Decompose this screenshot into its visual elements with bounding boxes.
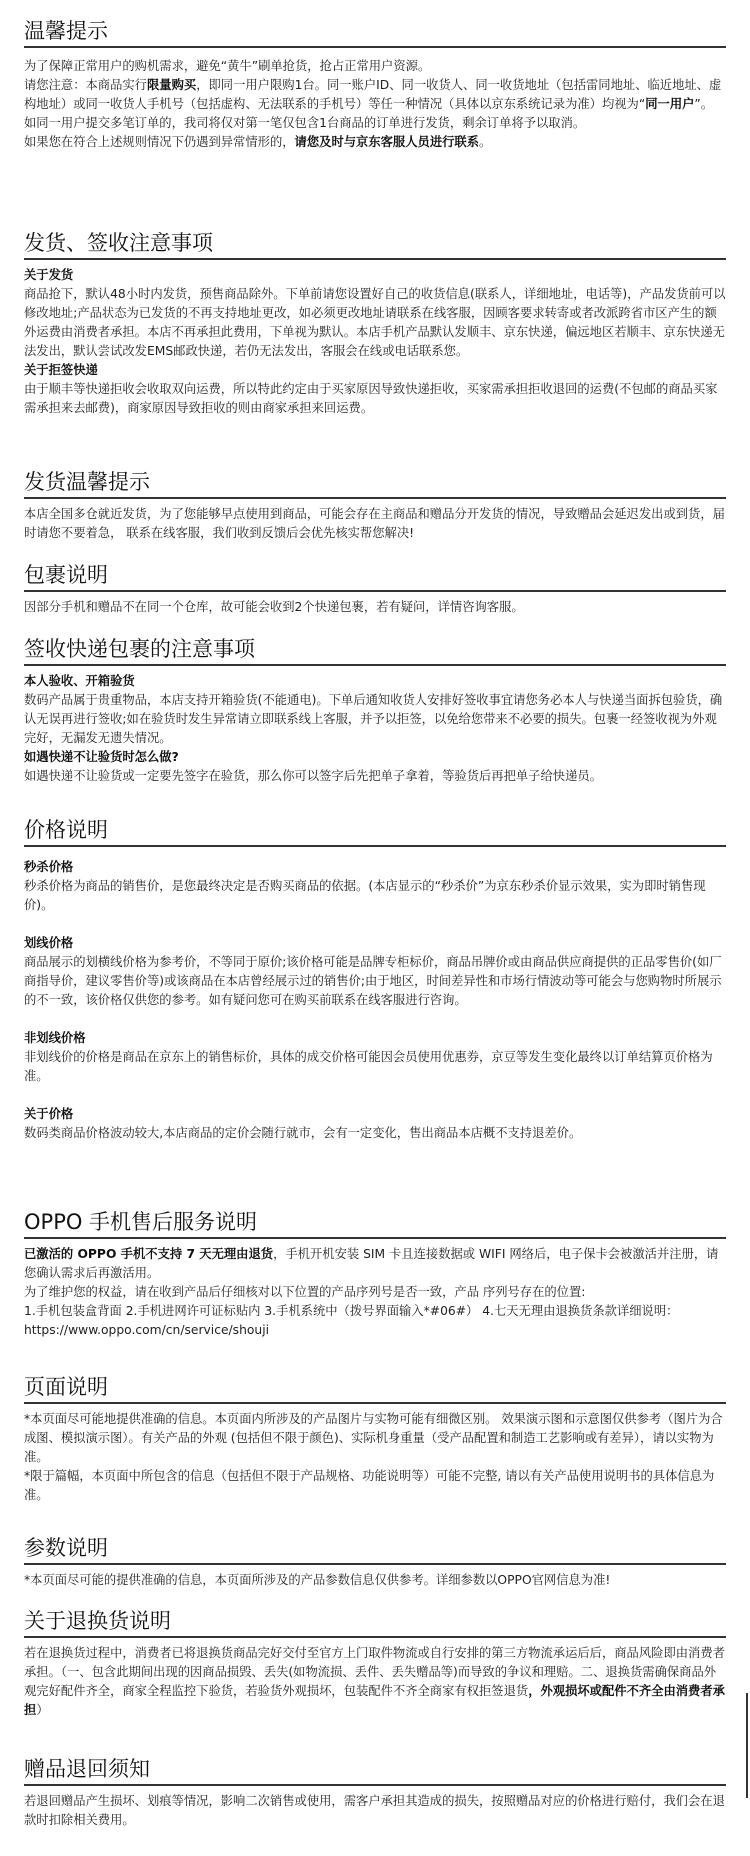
about-price-text: 数码类商品价格波动较大,本店商品的定价会随行就市，会有一定变化，售出商品本店概不支持退差价。	[24, 1126, 582, 1140]
section-divider	[24, 497, 726, 499]
section-body-tips	[24, 57, 726, 152]
strike-price-text: 商品展示的划横线价格为参考价，不等同于原价;该价格可能是品牌专柜标价，商品吊牌价或由商品供应商提供的正品零售价(如厂商指导价，建议零售价等)或该商品在本店曾经展示过的销售价;由于地区，时间差异性和市场行情波动等可能会与您购物时所展示的不一致，该价格仅供您的参考。如有疑问您可在购买前联系在线客服进行咨询。	[24, 955, 722, 1007]
section-divider	[24, 258, 726, 260]
courier-text: 如遇快递不让验货或一定要先签字在验货，那么你可以签字后先把单子拿着，等验货后再把单子给快递员。	[24, 769, 602, 783]
section-divider	[24, 664, 726, 666]
section-edge-line	[746, 1693, 748, 1798]
shipping-tips-text: 本店全国多仓就近发货，为了您能够早点使用到商品，可能会存在主商品和赠品分开发货的情况，导致赠品会延迟发出或到货，届时请您不要着急， 联系在线客服，我们收到反馈后会优先核实帮您解决!	[24, 507, 725, 540]
section-divider	[24, 1784, 726, 1786]
shipping-text: 商品抢下，默认48小时内发货，预售商品除外。下单前请您设置好自己的收货信息(联系人，详细地址，电话等)，产品发货前可以修改地址;产品状态为已发货的不再支持地址更改，如必须更改地址请联系在线客服，因顾客要求转寄或者改派跨省市区产生的额外运费由消费者承担。本店不再承担此费用，下单视为默认。本店手机产品默认发顺丰、京东快递，偏远地区若顺丰、京东快递无法发出，默认尝试改发EMS邮政快递，若仍无法发出，客服会在线或电话联系您。	[24, 287, 726, 358]
package-text: 因部分手机和赠品不在同一个仓库，故可能会收到2个快递包裹，若有疑问，详情咨询客服。	[24, 600, 524, 614]
section-title-price: 价格说明	[24, 818, 108, 842]
section-divider	[24, 590, 726, 592]
section-body-after-sales	[24, 1245, 726, 1340]
courier-heading: 如遇快递不让验货时怎么做?	[24, 750, 179, 764]
section-title-tips: 温馨提示	[24, 19, 108, 43]
about-price-heading: 关于价格	[24, 1107, 74, 1121]
section-divider	[24, 845, 726, 847]
page-notes-text-1: *本页面尽可能地提供准确的信息。本页面内所涉及的产品图片与实物可能有细微区别。 效果演示图和示意图仅供参考（图片为合成图、模拟演示图）。有关产品的外观 (包括但不限于颜色)、实际机身重量（受产品配置和制造工艺影响或有差异），请以实物为准。	[24, 1412, 723, 1464]
section-title-shipping: 发货、签收注意事项	[24, 231, 213, 255]
section-divider	[24, 46, 726, 48]
section-body-shipping	[24, 266, 726, 418]
section-body-package	[24, 598, 726, 617]
section-title-returns: 关于退换货说明	[24, 1609, 171, 1633]
reject-text: 由于顺丰等快递拒收会收取双向运费，所以特此约定由于买家原因导致快递拒收，买家需承担拒收退回的运费(不包邮的商品买家需承担来去邮费)，商家原因导致拒收的则由商家承担来回运费。	[24, 382, 718, 415]
section-body-params	[24, 1571, 726, 1590]
section-body-gift-return	[24, 1792, 726, 1830]
shipping-heading: 关于发货	[24, 268, 74, 282]
after-sales-line-2: 为了维护您的权益，请在收到产品后仔细核对以下位置的产品序列号是否一致，产品 序列号存在的位置:	[24, 1285, 586, 1299]
section-body-page-notes	[24, 1410, 726, 1505]
tips-line-4: 如果您在符合上述规则情况下仍遇到异常情形的，请您及时与京东客服人员进行联系。	[24, 135, 492, 149]
tips-line-3: 如同一用户提交多笔订单的，我司将仅对第一笔仅包含1台商品的订单进行发货，剩余订单将予以取消。	[24, 116, 586, 130]
inspect-text: 数码产品属于贵重物品，本店支持开箱验货(不能通电)。下单后通知收货人安排好签收事宜请您务必本人与快递当面拆包验货，确认无误再进行签收;如在验货时发生异常请立即联系线上客服，并予以拒签，以免给您带来不必要的损失。包裹一经签收视为外观完好，无漏发无遗失情况。	[24, 693, 723, 745]
section-title-package: 包裹说明	[24, 563, 108, 587]
gift-return-text: 若退回赠品产生损坏、划痕等情况，影响二次销售或使用，需客户承担其造成的损失，按照赠品对应的价格进行赔付，我们会在退款时扣除相关费用。	[24, 1794, 725, 1827]
section-divider	[24, 1402, 726, 1404]
section-body-returns	[24, 1644, 726, 1720]
section-title-receipt: 签收快递包裹的注意事项	[24, 637, 255, 661]
section-title-shipping-tips: 发货温馨提示	[24, 470, 150, 494]
section-divider	[24, 1636, 726, 1638]
params-text: *本页面尽可能的提供准确的信息，本页面所涉及的产品参数信息仅供参考。详细参数以OPPO官网信息为准!	[24, 1573, 611, 1587]
section-title-params: 参数说明	[24, 1536, 108, 1560]
section-divider	[24, 1237, 726, 1239]
section-title-gift-return: 赠品退回须知	[24, 1757, 150, 1781]
returns-text: 若在退换货过程中，消费者已将退换货商品完好交付至官方上门取件物流或自行安排的第三方物流承运后后，商品风险即由消费者承担。（一、包含此期间出现的因商品损毁、丢失(如物流损、丢件、丢失赠品等)而导致的争议和理赔。二、退换货需确保商品外观完好配件齐全，商家全程监控下验货，若验货外观损坏，包装配件不齐全商家有权拒签退货，外观损坏或配件不齐全由消费者承担）	[24, 1646, 725, 1717]
section-body-shipping-tips	[24, 505, 726, 543]
section-divider	[24, 1563, 726, 1565]
flash-price-heading: 秒杀价格	[24, 860, 74, 874]
reject-heading: 关于拒签快递	[24, 363, 98, 377]
section-title-page-notes: 页面说明	[24, 1375, 108, 1399]
section-body-receipt	[24, 672, 726, 786]
after-sales-line-1: 已激活的 OPPO 手机不支持 7 天无理由退货，手机开机安装 SIM 卡且连接数据或 WIFI 网络后，电子保卡会被激活并注册，请您确认需求后再激活用。	[24, 1247, 719, 1280]
tips-line-2: 请您注意：本商品实行限量购买，即同一用户限购1台。同一账户ID、同一收货人、同一收货地址（包括雷同地址、临近地址、虚构地址）或同一收货人手机号（包括虚构、无法联系的手机号）等任一种情况（具体以京东系统记录为准）均视为“同一用户”。	[24, 78, 722, 111]
section-title-after-sales: OPPO 手机售后服务说明	[24, 1210, 258, 1234]
non-strike-price-text: 非划线价的价格是商品在京东上的销售标价，具体的成交价格可能因会员使用优惠券，京豆等发生变化最终以订单结算页价格为准。	[24, 1050, 713, 1083]
tips-line-1: 为了保障正常用户的购机需求，避免“黄牛”刷单抢货，抢占正常用户资源。	[24, 59, 431, 73]
section-body-price	[24, 858, 726, 1143]
page-notes-text-2: *限于篇幅，本页面中所包含的信息（包括但不限于产品规格、功能说明等）可能不完整, 请以有关产品使用说明书的具体信息为准。	[24, 1469, 715, 1502]
non-strike-price-heading: 非划线价格	[24, 1031, 86, 1045]
strike-price-heading: 划线价格	[24, 936, 74, 950]
after-sales-line-3: 1.手机包装盒背面 2.手机进网许可证标贴内 3.手机系统中（拨号界面输入*#06#） 4.七天无理由退换货条款详细说明：https://www.oppo.com/cn/service/shouji	[24, 1304, 679, 1337]
inspect-heading: 本人验收、开箱验货	[24, 674, 135, 688]
flash-price-text: 秒杀价格为商品的销售价，是您最终决定是否购买商品的依据。(本店显示的“秒杀价”为京东秒杀价显示效果，实为即时销售现价)。	[24, 879, 706, 912]
